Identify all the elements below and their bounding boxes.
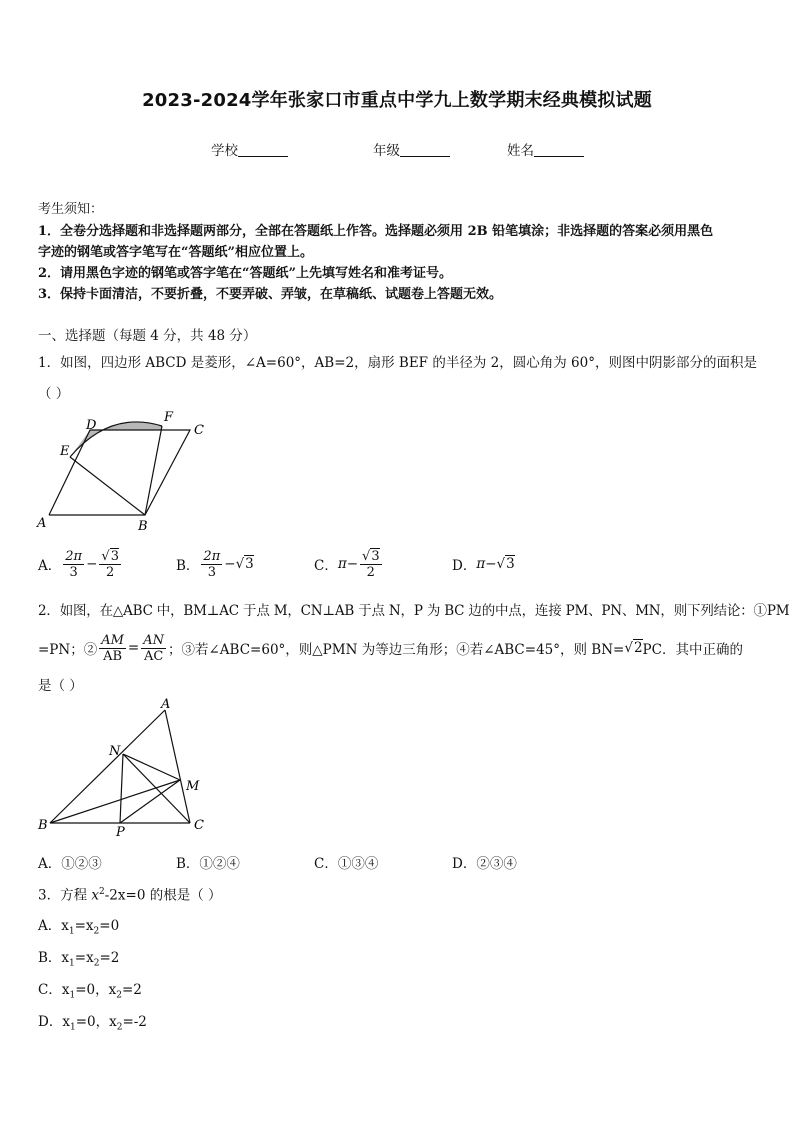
q1-label-c: C [194, 423, 204, 438]
q2-label-m: M [186, 779, 200, 794]
q2-option-c[interactable]: C．①③④ [314, 856, 379, 872]
notice-item-1-cont: 字迹的钢笔或答字笔写在“答题纸”相应位置上。 [38, 245, 313, 260]
q2-segment-bm [50, 780, 180, 823]
grade-blank[interactable] [400, 142, 450, 157]
q2-line2-b: ；③若∠ABC=60°，则△PMN 为等边三角形；④若∠ABC=45°，则 BN= [168, 642, 625, 658]
q1-label-f: F [164, 410, 174, 425]
q2-frac2: $\frac{AN}{AC}$ [143, 632, 164, 664]
q2-line3: 是（ ） [38, 678, 83, 694]
page-title: 2023-2024学年张家口市重点中学九上数学期末经典模拟试题 [142, 90, 652, 111]
name-label: 姓名 [507, 143, 534, 159]
q1-option-a[interactable] [38, 544, 123, 584]
q2-eq: = [127, 640, 140, 656]
q1-label-d: D [86, 418, 97, 433]
q2-line2-c: PC．其中正确的 [642, 642, 743, 658]
q2-figure [30, 698, 220, 843]
q1-rhombus [49, 430, 190, 515]
notice-item-3: 3．保持卡面清洁，不要折叠，不要弄破、弄皱，在草稿纸、试题卷上答题无效。 [38, 287, 503, 302]
name-blank[interactable] [534, 142, 584, 157]
q2-side-ab [50, 710, 165, 823]
q2-option-b[interactable]: B．①②④ [176, 856, 240, 872]
q1-option-b[interactable] [176, 544, 254, 584]
q2-line2-a: =PN；② [38, 642, 98, 658]
grade-field[interactable] [373, 139, 450, 159]
q1-option-d-sqrt: √3 [496, 556, 515, 572]
school-field[interactable] [211, 139, 288, 159]
q2-segment-pn [120, 754, 123, 823]
q2-label-p: P [116, 825, 125, 840]
q1-label-a: A [37, 516, 47, 531]
q1-option-b-frac: $\frac{2\pi}{3}$ [203, 548, 221, 580]
q2-option-d[interactable]: D．②③④ [452, 856, 517, 872]
q1-option-b-minus: − [224, 556, 236, 572]
q1-option-d[interactable] [452, 544, 515, 584]
q3-text: 3．方程 $x^2-2x=0$ 的根是（ ） [38, 887, 222, 904]
q1-option-a-minus: − [86, 556, 98, 572]
q3-option-d[interactable]: D．$x_1=0$，$x_2=-2$ [38, 1014, 147, 1033]
notice-item-1: 1．全卷分选择题和非选择题两部分，全部在答题纸上作答。选择题必须用 2B 铅笔填涂；非选择题的答案必须用黑色 [38, 224, 714, 239]
q1-option-c-frac: $\frac{√3}{2}$ [362, 548, 380, 580]
q1-option-a-label: A． [38, 558, 62, 574]
q1-label-b: B [138, 519, 148, 534]
q2-label-c: C [194, 818, 204, 833]
name-field[interactable] [507, 139, 584, 159]
q1-option-c[interactable] [314, 544, 384, 584]
q1-option-d-minus: − [485, 556, 497, 572]
notice-item-2: 2．请用黑色字迹的钢笔或答字笔在“答题纸”上先填写姓名和准考证号。 [38, 266, 453, 281]
q1-label-e: E [60, 444, 70, 459]
school-label: 学校 [211, 143, 238, 159]
q1-option-a-frac1: $\frac{2\pi}{3}$ [65, 548, 83, 580]
q1-option-d-label: D． [452, 558, 477, 574]
school-blank[interactable] [238, 142, 288, 157]
grade-label: 年级 [373, 143, 400, 159]
section-heading: 一、选择题（每题 4 分，共 48 分） [38, 328, 257, 344]
q2-segment-cn [123, 754, 190, 823]
q2-segment-pm [120, 780, 180, 823]
q1-shaded-region [70, 422, 162, 457]
q2-line2 [38, 628, 758, 668]
q2-side-ac [165, 710, 190, 823]
q2-option-a[interactable]: A．①②③ [38, 856, 102, 872]
q1-radius-bf [145, 426, 162, 515]
q2-label-b: B [38, 818, 48, 833]
q1-paren: （ ） [38, 386, 70, 402]
q2-line1: 2．如图，在△ABC 中，BM⊥AC 于点 M，CN⊥AB 于点 N，P 为 BC 边的中点，连接 PM、PN、MN，则下列结论：①PM [38, 603, 790, 619]
q3-option-b[interactable]: B．$x_1=x_2=2$ [38, 950, 120, 969]
q1-option-d-pi: π [476, 556, 486, 572]
q1-option-c-pi: π [337, 556, 347, 572]
q1-option-c-minus: − [346, 556, 359, 572]
q3-option-a[interactable]: A．$x_1=x_2=0$ [38, 918, 120, 937]
q1-text: 1．如图，四边形 ABCD 是菱形，∠A=60°，AB=2，扇形 BEF 的半径为 2，圆心角为 60°，则图中阴影部分的面积是 [38, 355, 757, 371]
q1-option-c-label: C． [314, 558, 338, 574]
q2-label-n: N [109, 744, 121, 759]
q1-option-b-label: B． [176, 558, 200, 574]
q2-segment-mn [123, 754, 180, 780]
q2-frac1: $\frac{AM}{AB}$ [101, 632, 124, 664]
q1-figure [30, 405, 210, 535]
q1-option-b-sqrt: √3 [235, 556, 254, 572]
q2-sqrt2: √2 [624, 640, 643, 656]
q2-label-a: A [161, 698, 171, 712]
q1-option-a-frac2: $\frac{√3}{2}$ [101, 548, 119, 580]
q3-option-c[interactable]: C．$x_1=0$，$x_2=2$ [38, 982, 142, 1001]
notice-heading: 考生须知： [38, 202, 104, 217]
q1-radius-be [70, 457, 145, 515]
